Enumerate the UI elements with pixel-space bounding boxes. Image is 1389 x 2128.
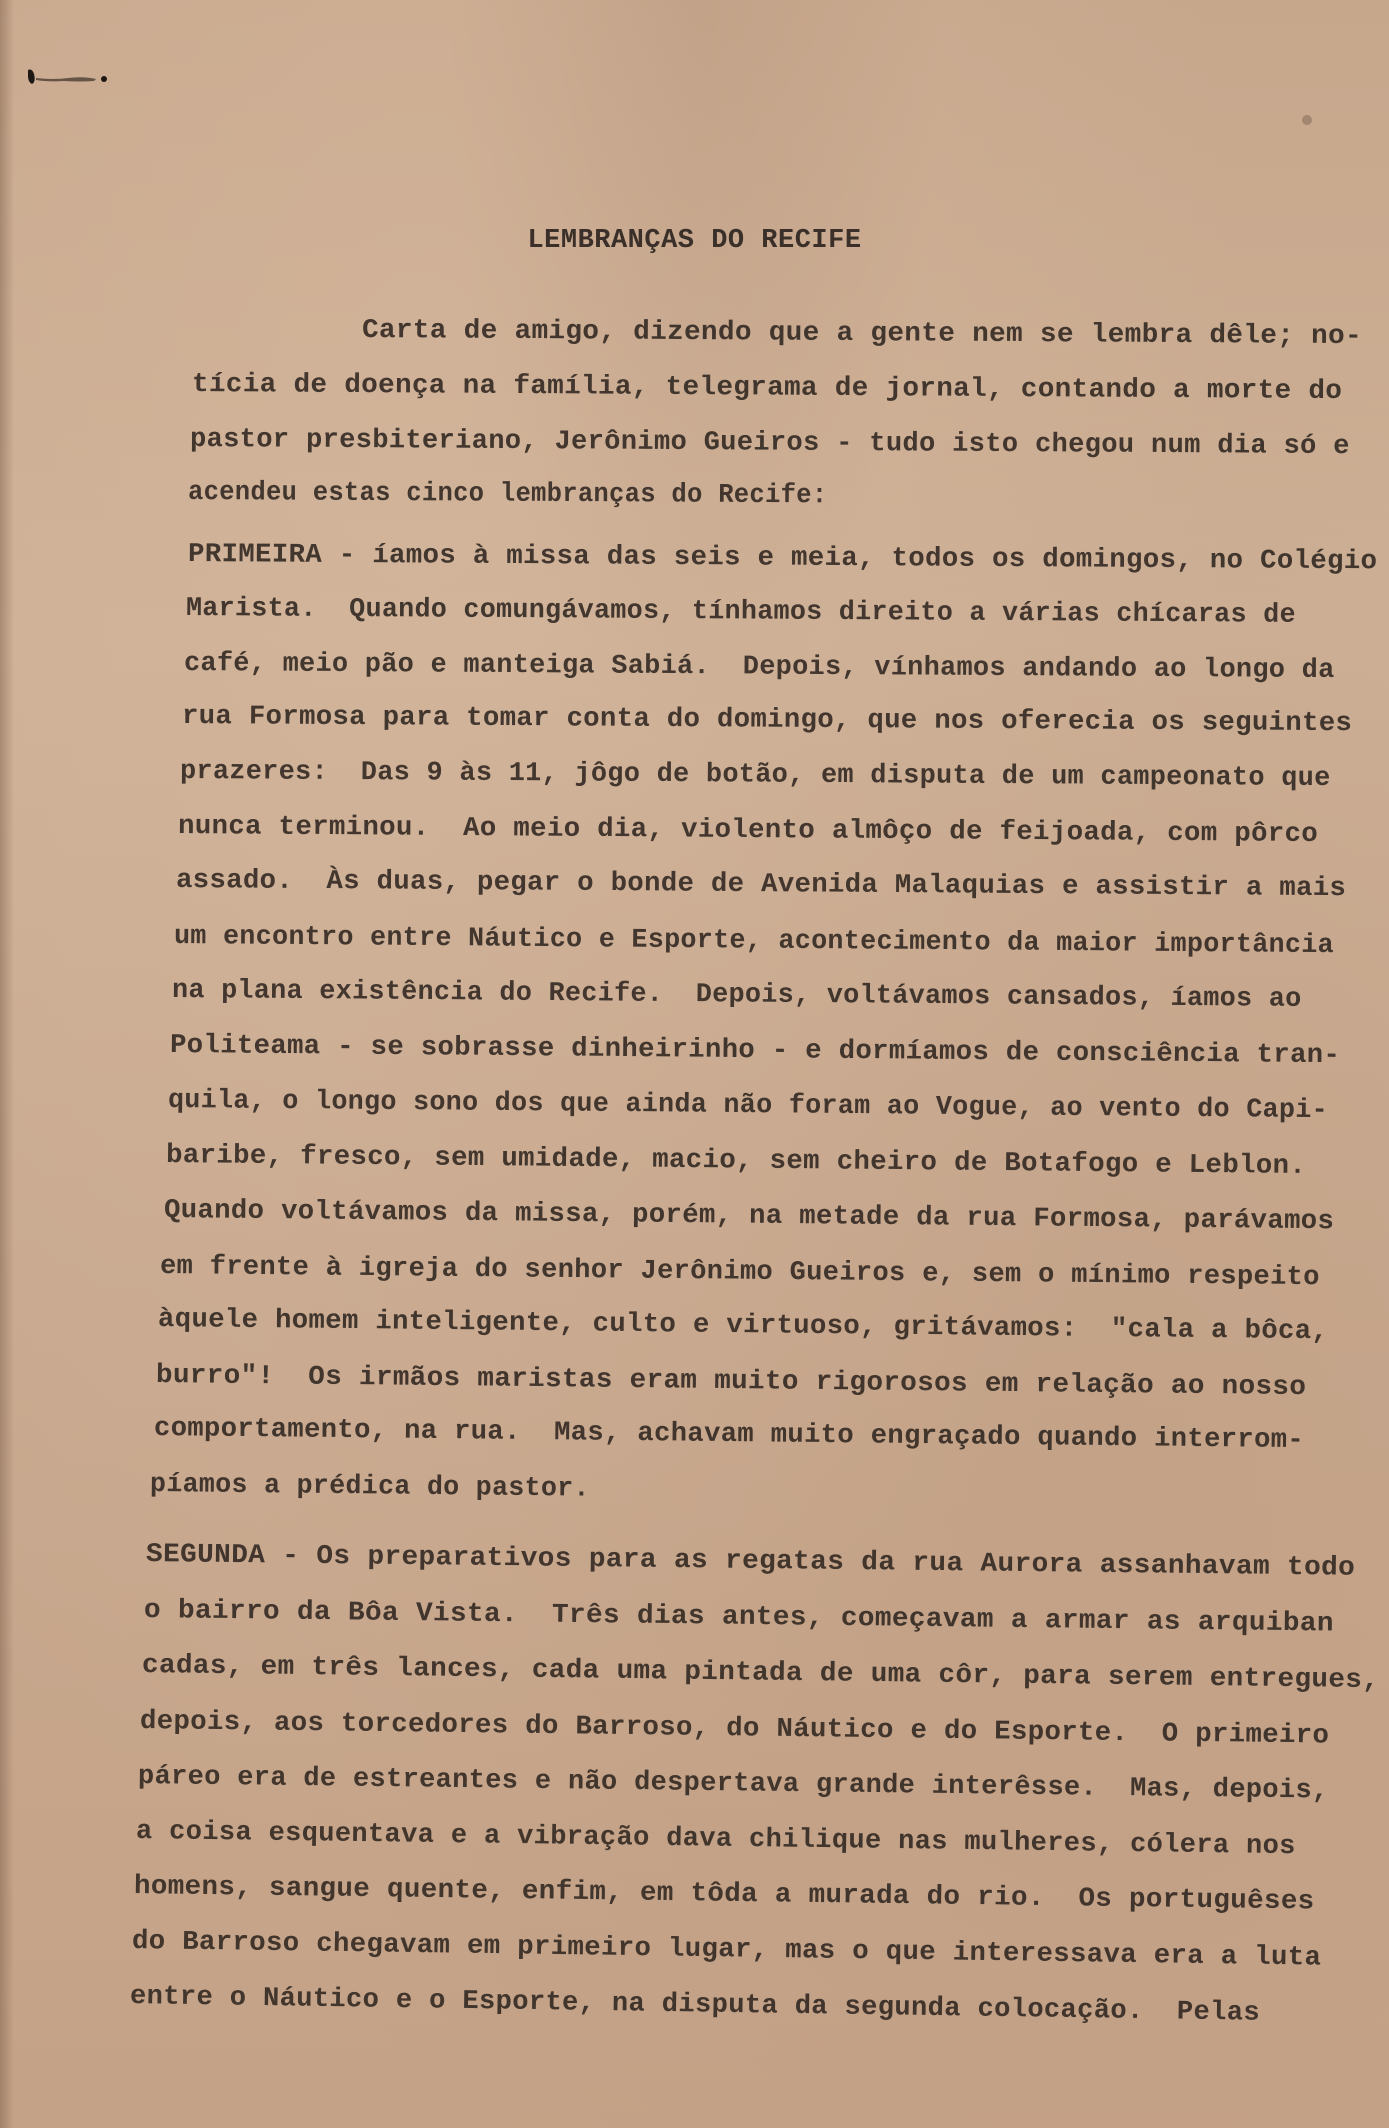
text-line: um encontro entre Náutico e Esporte, acontecimento da maior importância (173, 922, 1335, 962)
text-line: píamos a prédica do pastor. (149, 1470, 590, 1505)
text-line: na plana existência do Recife. Depois, voltávamos cansados, íamos ao (171, 976, 1302, 1015)
text-line: PRIMEIRA - íamos à missa das seis e meia, todos os domingos, no Colégio (187, 540, 1378, 578)
text-line: nunca terminou. Ao meio dia, violento almôço de feijoada, com pôrco (177, 812, 1319, 850)
text-line: homens, sangue quente, enfim, em tôda a murada do rio. Os portuguêses (133, 1872, 1315, 1918)
text-line: comportamento, na rua. Mas, achavam muito engraçado quando interrom- (153, 1414, 1305, 1457)
text-line: quila, o longo sono dos que ainda não foram ao Vogue, ao vento do Capi- (167, 1086, 1329, 1127)
text-line: tícia de doença na família, telegrama de jornal, contando a morte do (191, 370, 1343, 408)
ink-smudge-icon (24, 66, 114, 88)
paper-stain (1302, 115, 1312, 125)
text-line: Quando voltávamos da missa, porém, na metade da rua Formosa, parávamos (163, 1196, 1335, 1238)
text-line: assado. Às duas, pegar o bonde de Avenida Malaquias e assistir a mais (175, 866, 1347, 905)
text-line: a coisa esquentava e a vibração dava chilique nas mulheres, cólera nos (135, 1817, 1296, 1863)
text-line: Politeama - se sobrasse dinheirinho - e dormíamos de consciência tran- (169, 1031, 1341, 1072)
text-line: entre o Náutico e o Esporte, na disputa da segunda colocação. Pelas (129, 1982, 1261, 2029)
document-title: LEMBRANÇAS DO RECIFE (527, 226, 862, 256)
text-line: baribe, fresco, sem umidade, macio, sem cheiro de Botafogo e Leblon. (165, 1141, 1307, 1182)
text-line: o bairro da Bôa Vista. Três dias antes, começavam a armar as arquiban (143, 1596, 1334, 1640)
text-line: Carta de amigo, dizendo que a gente nem se lembra dêle; no- (361, 316, 1363, 353)
text-line: rua Formosa para tomar conta do domingo, que nos oferecia os seguintes (181, 702, 1353, 740)
text-line: àquele homem inteligente, culto e virtuoso, gritávamos: "cala a bôca, (157, 1305, 1329, 1348)
text-line: páreo era de estreantes e não despertava grande interêsse. Mas, depois, (137, 1762, 1329, 1807)
text-line: prazeres: Das 9 às 11, jôgo de botão, em disputa de um campeonato que (179, 757, 1331, 795)
text-line: cadas, em três lances, cada uma pintada de uma côr, para serem entregues, (141, 1651, 1380, 1697)
text-line: do Barroso chegavam em primeiro lugar, mas o que interessava era a luta (131, 1927, 1322, 1974)
text-line: Marista. Quando comungávamos, tínhamos direito a várias chícaras de (185, 594, 1296, 631)
text-line: café, meio pão e manteiga Sabiá. Depois, vínhamos andando ao longo da (183, 649, 1335, 687)
text-line: SEGUNDA - Os preparativos para as regatas da rua Aurora assanhavam todo (145, 1540, 1356, 1584)
text-line: burro"! Os irmãos maristas eram muito rigorosos em relação ao nosso (155, 1361, 1307, 1404)
text-line: acendeu estas cinco lembranças do Recife: (187, 478, 828, 512)
text-line: pastor presbiteriano, Jerônimo Gueiros - tudo isto chegou num dia só e (189, 425, 1350, 463)
text-line: em frente à igreja do senhor Jerônimo Gueiros e, sem o mínimo respeito (159, 1252, 1320, 1294)
text-line: depois, aos torcedores do Barroso, do Náutico e do Esporte. O primeiro (139, 1707, 1330, 1752)
page-edge-shadow (0, 0, 14, 2128)
